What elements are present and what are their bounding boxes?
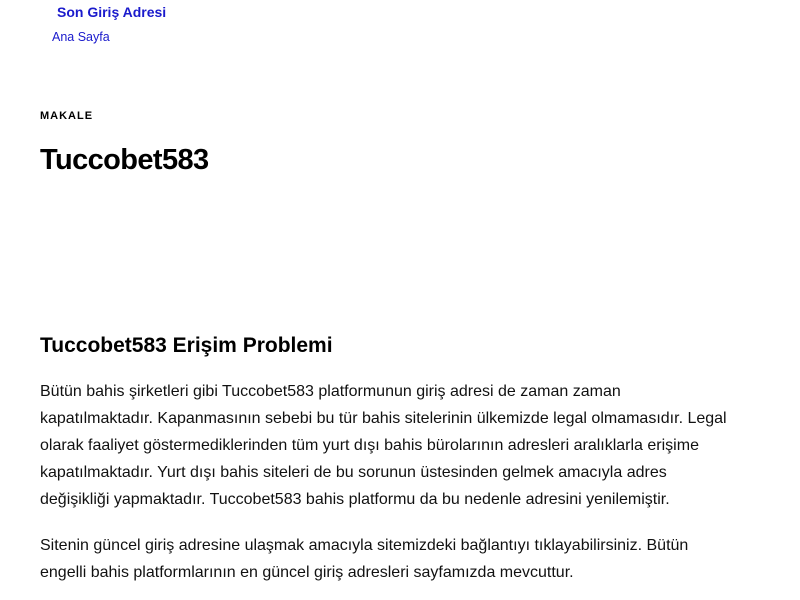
paragraph: Bütün bahis şirketleri gibi Tuccobet583 platformunun giriş adresi de zaman zaman kapatılmaktadır. Kapanmasının sebebi bu tür bahis sitelerinin ülkemizde legal olmamasıdır. Legal olarak faaliyet göstermediklerinden tüm yurt dışı bahis bürolarının adresleri aralıklarla erişime kapatılmaktadır. Yurt dışı bahis siteleri de bu sorunun üstesinden gelmek amacıyla adres değişikliği yapmaktadır. Tuccobet583 bahis platformu da bu nedenle adresini yenilemiştir. xyxy=(40,383,727,508)
entry-category[interactable]: MAKALE xyxy=(40,110,94,122)
paragraph: Sitenin güncel giriş adresine ulaşmak amacıyla sitemizdeki bağlantıyı tıklayabilirsiniz. Bütün engelli bahis platformlarının en güncel giriş adresleri sayfamızda mevcuttur. xyxy=(40,537,689,581)
nav-link-home[interactable]: Ana Sayfa xyxy=(52,30,110,44)
site-title-link[interactable]: Son Giriş Adresi xyxy=(57,4,167,20)
site-header xyxy=(0,0,800,60)
page-title: Tuccobet583 xyxy=(40,144,209,176)
article-content xyxy=(40,330,730,600)
section-heading: Tuccobet583 Erişim Problemi xyxy=(40,334,333,357)
